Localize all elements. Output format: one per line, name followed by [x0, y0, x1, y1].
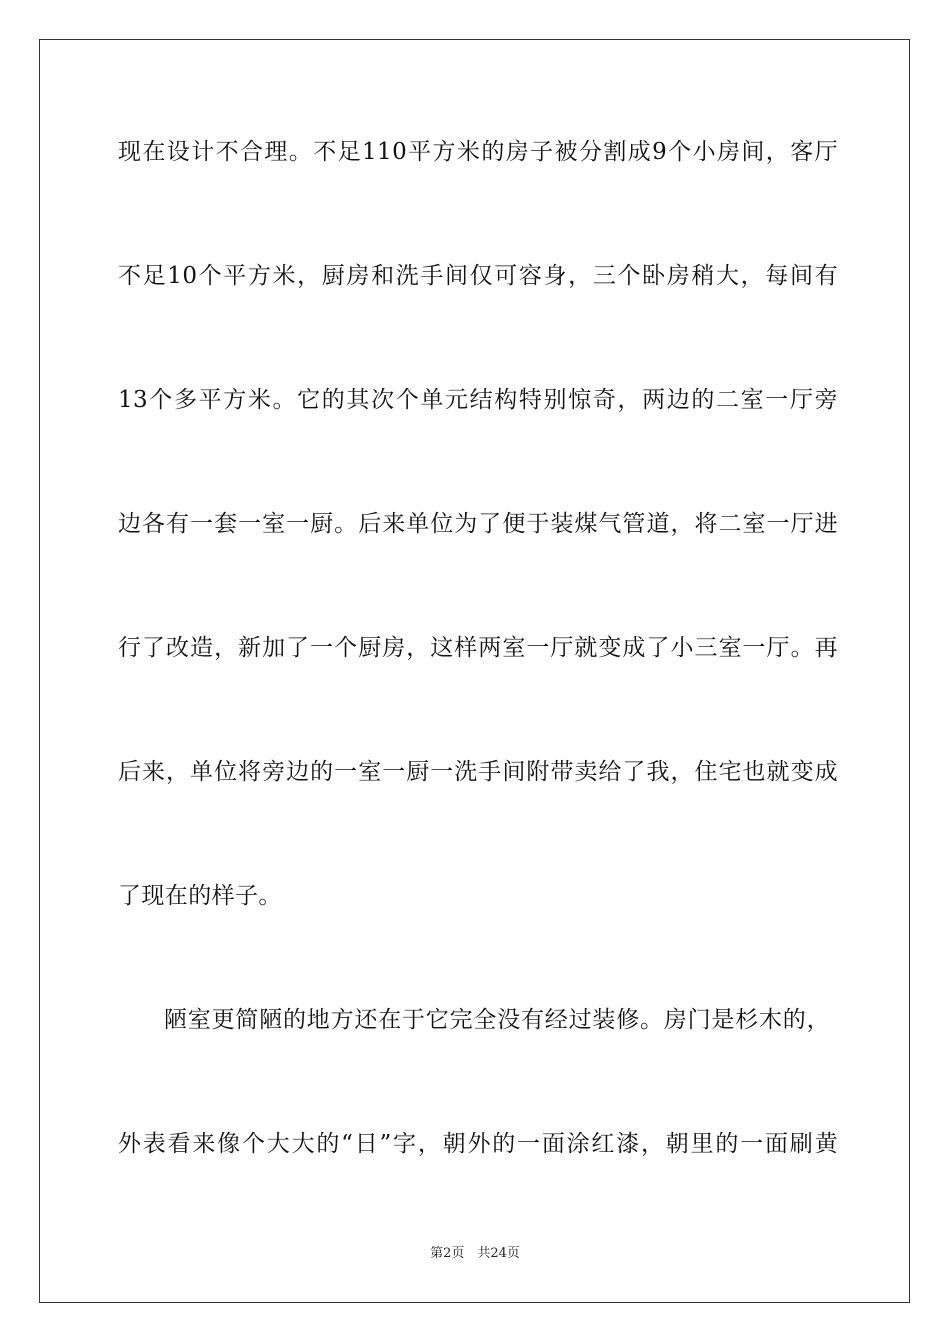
body-text-line: 不足10个平方米，厨房和洗手间仅可容身，三个卧房稍大，每间有 [118, 263, 838, 289]
body-text-line: 后来，单位将旁边的一室一厨一洗手间附带卖给了我，住宅也就变成 [118, 759, 838, 785]
body-text-line: 了现在的样子。 [118, 883, 282, 909]
body-text-line: 现在设计不合理。不足110平方米的房子被分割成9个小房间，客厅 [118, 139, 838, 165]
body-text-line: 行了改造，新加了一个厨房，这样两室一厅就变成了小三室一厅。再 [118, 635, 838, 661]
body-text-line: 外表看来像个大大的“日”字，朝外的一面涂红漆，朝里的一面刷黄 [118, 1131, 838, 1157]
body-text-line: 13个多平方米。它的其次个单元结构特别惊奇，两边的二室一厅旁 [118, 387, 838, 413]
page-number: 第2页 共24页 [430, 1246, 520, 1261]
paragraph-first-line: 陋室更简陋的地方还在于它完全没有经过装修。房门是杉木的， [164, 1007, 830, 1033]
body-text-line: 边各有一套一室一厨。后来单位为了便于装煤气管道，将二室一厅进 [118, 511, 838, 537]
page-border [39, 39, 910, 1303]
